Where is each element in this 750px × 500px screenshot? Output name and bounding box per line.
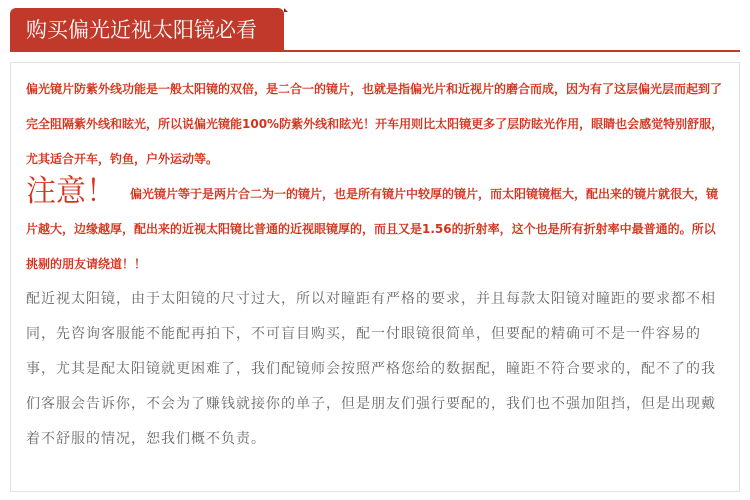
notice-title: 注意！: [26, 174, 116, 209]
tab-fold-decoration: [284, 8, 288, 12]
service-paragraph: 配近视太阳镜，由于太阳镜的尺寸过大，所以对瞳距有严格的要求，并且每款太阳镜对瞳距的要求都不相同，先咨询客服能不能配再拍下，不可盲目购买，配一付眼镜很简单，但要配的精确可不是一件容易的事，尤其是配太阳镜就更困难了，我们配镜师会按照严格您给的数据配，瞳距不符合要求的，配不了的我们客服会告诉你，不会为了赚钱就接你的单子，但是朋友们强行要配的，我们也不强加阻挡，但是出现戴着不舒服的情况，恕我们概不负责。: [26, 291, 716, 447]
notice-text: 偏光镜片等于是两片合二为一的镜片，也是所有镜片中较厚的镜片，而太阳镜镜框大，配出来的镜片就很大，镜片越大，边缘越厚，配出来的近视太阳镜比普通的近视眼镜厚的，而且又是1.56的折射率，这个也是所有折射率中最普通的。所以挑剔的朋友请绕道！！: [26, 187, 719, 271]
section-title: 购买偏光近视太阳镜必看: [26, 18, 257, 42]
intro-paragraph: 偏光镜片防紫外线功能是一般太阳镜的双倍，是二合一的镜片，也就是指偏光片和近视片的磨合而成，因为有了这层偏光层而起到了完全阻隔紫外线和眩光，所以说偏光镜能100%防紫外线和眩光！开车用则比太阳镜更多了层防眩光作用，眼睛也会感觉特别舒服，尤其适合开车，钓鱼，户外运动等。: [26, 82, 724, 166]
notice-paragraph: [26, 174, 726, 282]
section-title-tab: [10, 8, 284, 52]
content-body: [26, 72, 726, 457]
